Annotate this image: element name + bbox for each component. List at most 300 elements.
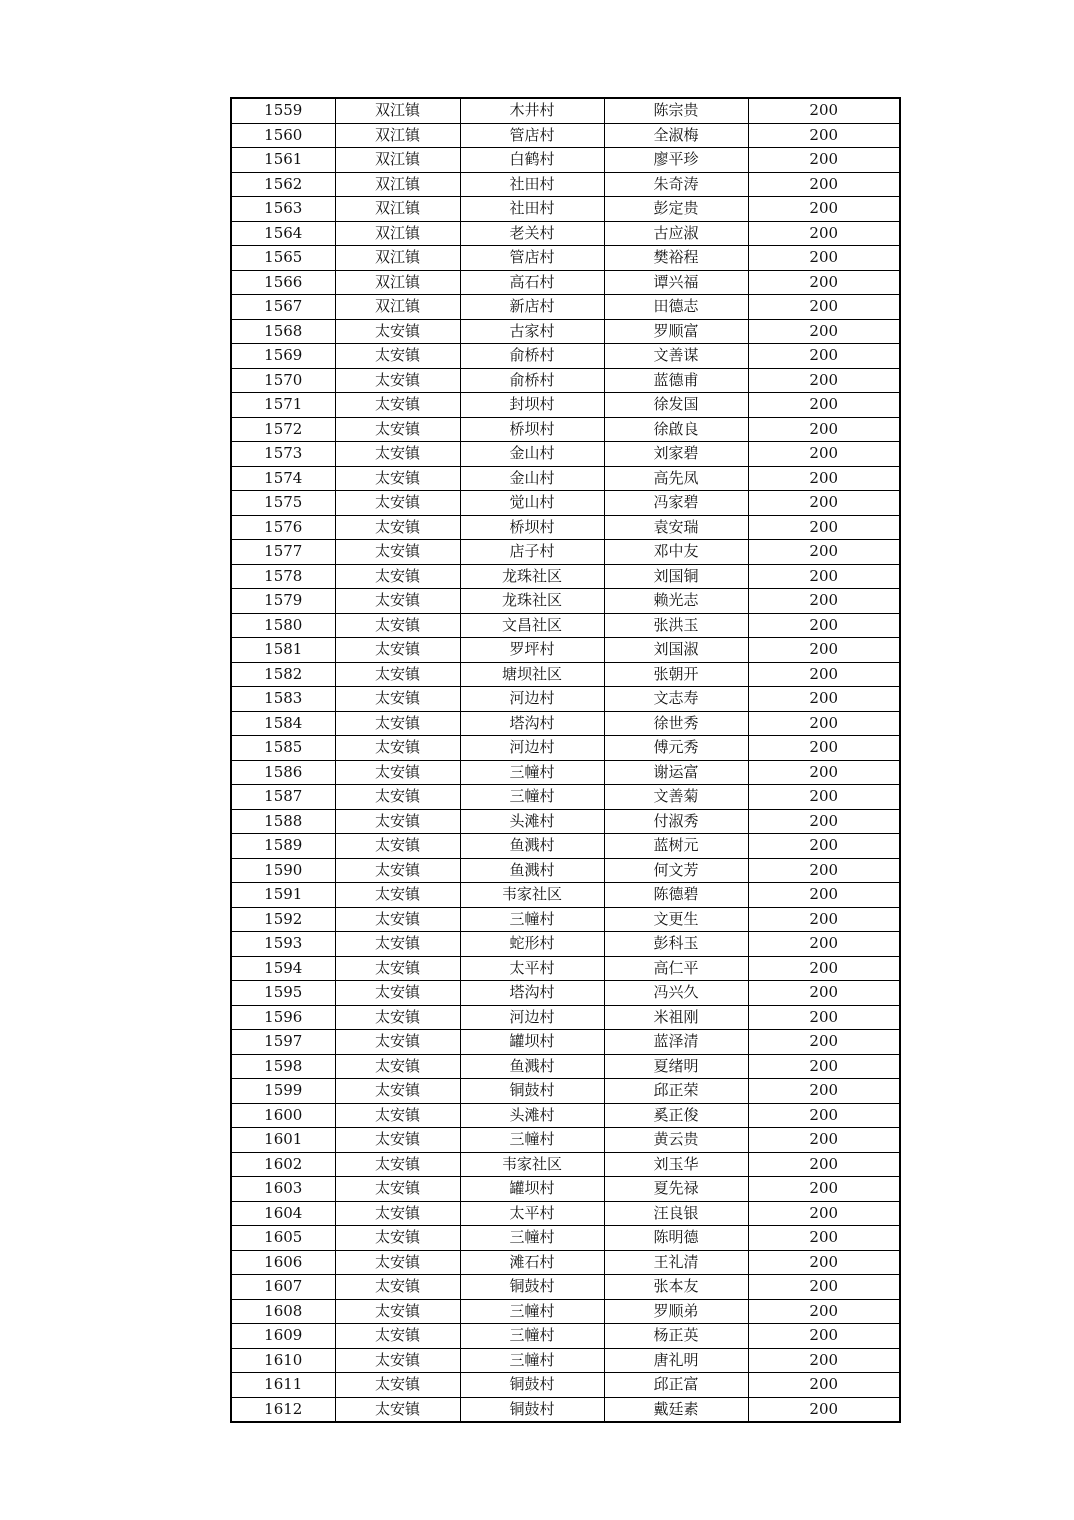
- amount-cell: 200: [748, 270, 900, 295]
- town-cell: 太安镇: [335, 932, 460, 957]
- row-number-cell: 1611: [231, 1373, 335, 1398]
- amount-cell: 200: [748, 907, 900, 932]
- village-cell: 封坝村: [460, 393, 604, 418]
- row-number-cell: 1566: [231, 270, 335, 295]
- amount-cell: 200: [748, 1275, 900, 1300]
- village-cell: 铜鼓村: [460, 1275, 604, 1300]
- amount-cell: 200: [748, 1324, 900, 1349]
- village-cell: 塔沟村: [460, 981, 604, 1006]
- village-cell: 桥坝村: [460, 417, 604, 442]
- row-number-cell: 1562: [231, 172, 335, 197]
- table-row: [231, 1079, 900, 1104]
- village-cell: 头滩村: [460, 809, 604, 834]
- town-cell: 太安镇: [335, 1373, 460, 1398]
- row-number-cell: 1580: [231, 613, 335, 638]
- town-cell: 太安镇: [335, 736, 460, 761]
- row-number-cell: 1586: [231, 760, 335, 785]
- table-row: [231, 246, 900, 271]
- person-name-cell: 刘玉华: [604, 1152, 748, 1177]
- person-name-cell: 汪良银: [604, 1201, 748, 1226]
- village-cell: 社田村: [460, 197, 604, 222]
- row-number-cell: 1609: [231, 1324, 335, 1349]
- village-cell: 店子村: [460, 540, 604, 565]
- table-row: [231, 1299, 900, 1324]
- table-row: [231, 589, 900, 614]
- town-cell: 双江镇: [335, 172, 460, 197]
- person-name-cell: 田德志: [604, 295, 748, 320]
- row-number-cell: 1604: [231, 1201, 335, 1226]
- village-cell: 管店村: [460, 246, 604, 271]
- person-name-cell: 傅元秀: [604, 736, 748, 761]
- row-number-cell: 1569: [231, 344, 335, 369]
- row-number-cell: 1583: [231, 687, 335, 712]
- row-number-cell: 1579: [231, 589, 335, 614]
- row-number-cell: 1605: [231, 1226, 335, 1251]
- amount-cell: 200: [748, 98, 900, 123]
- village-cell: 头滩村: [460, 1103, 604, 1128]
- person-name-cell: 刘国铜: [604, 564, 748, 589]
- amount-cell: 200: [748, 172, 900, 197]
- person-name-cell: 徐世秀: [604, 711, 748, 736]
- town-cell: 太安镇: [335, 1128, 460, 1153]
- amount-cell: 200: [748, 368, 900, 393]
- village-cell: 龙珠社区: [460, 589, 604, 614]
- amount-cell: 200: [748, 981, 900, 1006]
- town-cell: 双江镇: [335, 148, 460, 173]
- table-row: [231, 1250, 900, 1275]
- row-number-cell: 1601: [231, 1128, 335, 1153]
- village-cell: 铜鼓村: [460, 1079, 604, 1104]
- town-cell: 太安镇: [335, 1250, 460, 1275]
- table-row: [231, 1177, 900, 1202]
- town-cell: 太安镇: [335, 711, 460, 736]
- town-cell: 太安镇: [335, 858, 460, 883]
- village-cell: 三幢村: [460, 760, 604, 785]
- amount-cell: 200: [748, 393, 900, 418]
- amount-cell: 200: [748, 1152, 900, 1177]
- village-cell: 俞桥村: [460, 344, 604, 369]
- table-row: [231, 883, 900, 908]
- amount-cell: 200: [748, 295, 900, 320]
- row-number-cell: 1590: [231, 858, 335, 883]
- person-name-cell: 全淑梅: [604, 123, 748, 148]
- amount-cell: 200: [748, 662, 900, 687]
- amount-cell: 200: [748, 785, 900, 810]
- person-name-cell: 文善菊: [604, 785, 748, 810]
- village-cell: 河边村: [460, 1005, 604, 1030]
- row-number-cell: 1606: [231, 1250, 335, 1275]
- person-name-cell: 黄云贵: [604, 1128, 748, 1153]
- village-cell: 河边村: [460, 687, 604, 712]
- table-row: [231, 491, 900, 516]
- person-name-cell: 古应淑: [604, 221, 748, 246]
- table-row: [231, 515, 900, 540]
- row-number-cell: 1585: [231, 736, 335, 761]
- amount-cell: 200: [748, 1397, 900, 1422]
- town-cell: 双江镇: [335, 123, 460, 148]
- amount-cell: 200: [748, 123, 900, 148]
- village-cell: 金山村: [460, 466, 604, 491]
- town-cell: 太安镇: [335, 1152, 460, 1177]
- row-number-cell: 1610: [231, 1348, 335, 1373]
- table-row: [231, 736, 900, 761]
- amount-cell: 200: [748, 1348, 900, 1373]
- person-name-cell: 何文芳: [604, 858, 748, 883]
- row-number-cell: 1575: [231, 491, 335, 516]
- table-row: [231, 1152, 900, 1177]
- table-row: [231, 270, 900, 295]
- row-number-cell: 1567: [231, 295, 335, 320]
- table-row: [231, 687, 900, 712]
- town-cell: 太安镇: [335, 1030, 460, 1055]
- person-name-cell: 张朝开: [604, 662, 748, 687]
- village-cell: 太平村: [460, 1201, 604, 1226]
- town-cell: 太安镇: [335, 417, 460, 442]
- village-cell: 古家村: [460, 319, 604, 344]
- row-number-cell: 1612: [231, 1397, 335, 1422]
- person-name-cell: 付淑秀: [604, 809, 748, 834]
- table-row: [231, 981, 900, 1006]
- town-cell: 太安镇: [335, 1299, 460, 1324]
- amount-cell: 200: [748, 1177, 900, 1202]
- person-name-cell: 唐礼明: [604, 1348, 748, 1373]
- town-cell: 双江镇: [335, 295, 460, 320]
- person-name-cell: 廖平珍: [604, 148, 748, 173]
- row-number-cell: 1576: [231, 515, 335, 540]
- town-cell: 双江镇: [335, 197, 460, 222]
- person-name-cell: 杨正英: [604, 1324, 748, 1349]
- person-name-cell: 米祖刚: [604, 1005, 748, 1030]
- person-name-cell: 罗顺弟: [604, 1299, 748, 1324]
- town-cell: 太安镇: [335, 368, 460, 393]
- town-cell: 太安镇: [335, 956, 460, 981]
- village-cell: 社田村: [460, 172, 604, 197]
- amount-cell: 200: [748, 883, 900, 908]
- row-number-cell: 1589: [231, 834, 335, 859]
- person-name-cell: 邓中友: [604, 540, 748, 565]
- town-cell: 太安镇: [335, 809, 460, 834]
- town-cell: 太安镇: [335, 1177, 460, 1202]
- person-name-cell: 蓝树元: [604, 834, 748, 859]
- amount-cell: 200: [748, 515, 900, 540]
- town-cell: 太安镇: [335, 1201, 460, 1226]
- town-cell: 太安镇: [335, 1079, 460, 1104]
- town-cell: 太安镇: [335, 1397, 460, 1422]
- village-cell: 河边村: [460, 736, 604, 761]
- person-name-cell: 戴廷素: [604, 1397, 748, 1422]
- table-row: [231, 1226, 900, 1251]
- person-name-cell: 谢运富: [604, 760, 748, 785]
- row-number-cell: 1584: [231, 711, 335, 736]
- village-cell: 文昌社区: [460, 613, 604, 638]
- table-row: [231, 858, 900, 883]
- person-name-cell: 蓝泽清: [604, 1030, 748, 1055]
- village-cell: 三幢村: [460, 907, 604, 932]
- amount-cell: 200: [748, 1079, 900, 1104]
- village-cell: 罐坝村: [460, 1177, 604, 1202]
- table-row: [231, 1103, 900, 1128]
- amount-cell: 200: [748, 1005, 900, 1030]
- amount-cell: 200: [748, 344, 900, 369]
- table-row: [231, 368, 900, 393]
- person-name-cell: 邱正富: [604, 1373, 748, 1398]
- town-cell: 太安镇: [335, 393, 460, 418]
- amount-cell: 200: [748, 1054, 900, 1079]
- table-row: [231, 98, 900, 123]
- amount-cell: 200: [748, 589, 900, 614]
- table-row: [231, 1030, 900, 1055]
- person-name-cell: 彭定贵: [604, 197, 748, 222]
- table-row: [231, 1397, 900, 1422]
- person-name-cell: 袁安瑞: [604, 515, 748, 540]
- table-row: [231, 221, 900, 246]
- row-number-cell: 1596: [231, 1005, 335, 1030]
- row-number-cell: 1571: [231, 393, 335, 418]
- person-name-cell: 夏绪明: [604, 1054, 748, 1079]
- village-cell: 龙珠社区: [460, 564, 604, 589]
- village-cell: 木井村: [460, 98, 604, 123]
- table-row: [231, 956, 900, 981]
- table-row: [231, 148, 900, 173]
- town-cell: 双江镇: [335, 270, 460, 295]
- table-row: [231, 711, 900, 736]
- village-cell: 三幢村: [460, 1324, 604, 1349]
- amount-cell: 200: [748, 564, 900, 589]
- town-cell: 双江镇: [335, 221, 460, 246]
- table-row: [231, 1201, 900, 1226]
- table-row: [231, 344, 900, 369]
- amount-cell: 200: [748, 613, 900, 638]
- table-row: [231, 1128, 900, 1153]
- town-cell: 太安镇: [335, 491, 460, 516]
- amount-cell: 200: [748, 1030, 900, 1055]
- row-number-cell: 1574: [231, 466, 335, 491]
- town-cell: 太安镇: [335, 466, 460, 491]
- person-name-cell: 邱正荣: [604, 1079, 748, 1104]
- town-cell: 双江镇: [335, 246, 460, 271]
- amount-cell: 200: [748, 417, 900, 442]
- town-cell: 双江镇: [335, 98, 460, 123]
- table-row: [231, 1005, 900, 1030]
- table-row: [231, 760, 900, 785]
- table-row: [231, 466, 900, 491]
- town-cell: 太安镇: [335, 687, 460, 712]
- amount-cell: 200: [748, 491, 900, 516]
- person-name-cell: 赖光志: [604, 589, 748, 614]
- row-number-cell: 1572: [231, 417, 335, 442]
- village-cell: 老关村: [460, 221, 604, 246]
- town-cell: 太安镇: [335, 564, 460, 589]
- person-name-cell: 高先凤: [604, 466, 748, 491]
- village-cell: 塘坝社区: [460, 662, 604, 687]
- village-cell: 韦家社区: [460, 883, 604, 908]
- village-cell: 三幢村: [460, 1348, 604, 1373]
- amount-cell: 200: [748, 858, 900, 883]
- table-row: [231, 197, 900, 222]
- amount-cell: 200: [748, 246, 900, 271]
- table-row: [231, 809, 900, 834]
- amount-cell: 200: [748, 1128, 900, 1153]
- table-row: [231, 564, 900, 589]
- town-cell: 太安镇: [335, 344, 460, 369]
- village-cell: 桥坝村: [460, 515, 604, 540]
- row-number-cell: 1607: [231, 1275, 335, 1300]
- town-cell: 太安镇: [335, 1103, 460, 1128]
- row-number-cell: 1598: [231, 1054, 335, 1079]
- amount-cell: 200: [748, 736, 900, 761]
- village-cell: 新店村: [460, 295, 604, 320]
- town-cell: 太安镇: [335, 638, 460, 663]
- town-cell: 太安镇: [335, 1348, 460, 1373]
- amount-cell: 200: [748, 711, 900, 736]
- town-cell: 太安镇: [335, 613, 460, 638]
- row-number-cell: 1564: [231, 221, 335, 246]
- town-cell: 太安镇: [335, 540, 460, 565]
- table-row: [231, 834, 900, 859]
- amount-cell: 200: [748, 834, 900, 859]
- village-cell: 白鹤村: [460, 148, 604, 173]
- person-name-cell: 文志寿: [604, 687, 748, 712]
- village-cell: 俞桥村: [460, 368, 604, 393]
- amount-cell: 200: [748, 319, 900, 344]
- village-cell: 罐坝村: [460, 1030, 604, 1055]
- row-number-cell: 1594: [231, 956, 335, 981]
- table-row: [231, 1275, 900, 1300]
- person-name-cell: 谭兴福: [604, 270, 748, 295]
- table-row: [231, 638, 900, 663]
- village-cell: 管店村: [460, 123, 604, 148]
- town-cell: 太安镇: [335, 1226, 460, 1251]
- table-row: [231, 295, 900, 320]
- row-number-cell: 1578: [231, 564, 335, 589]
- table-row: [231, 662, 900, 687]
- person-name-cell: 朱奇涛: [604, 172, 748, 197]
- village-cell: 罗坪村: [460, 638, 604, 663]
- town-cell: 太安镇: [335, 1005, 460, 1030]
- table-row: [231, 1373, 900, 1398]
- amount-cell: 200: [748, 1201, 900, 1226]
- town-cell: 太安镇: [335, 907, 460, 932]
- row-number-cell: 1592: [231, 907, 335, 932]
- row-number-cell: 1573: [231, 442, 335, 467]
- row-number-cell: 1561: [231, 148, 335, 173]
- village-cell: 滩石村: [460, 1250, 604, 1275]
- village-cell: 高石村: [460, 270, 604, 295]
- town-cell: 太安镇: [335, 319, 460, 344]
- amount-cell: 200: [748, 1373, 900, 1398]
- person-name-cell: 张本友: [604, 1275, 748, 1300]
- row-number-cell: 1602: [231, 1152, 335, 1177]
- person-name-cell: 蓝德甫: [604, 368, 748, 393]
- person-name-cell: 张洪玉: [604, 613, 748, 638]
- village-cell: 三幢村: [460, 785, 604, 810]
- amount-cell: 200: [748, 197, 900, 222]
- person-name-cell: 夏先禄: [604, 1177, 748, 1202]
- person-name-cell: 徐啟良: [604, 417, 748, 442]
- amount-cell: 200: [748, 1226, 900, 1251]
- amount-cell: 200: [748, 687, 900, 712]
- village-cell: 鱼溅村: [460, 834, 604, 859]
- data-table: [230, 97, 901, 1423]
- amount-cell: 200: [748, 932, 900, 957]
- row-number-cell: 1603: [231, 1177, 335, 1202]
- table-row: [231, 613, 900, 638]
- town-cell: 太安镇: [335, 883, 460, 908]
- table-row: [231, 123, 900, 148]
- person-name-cell: 徐发国: [604, 393, 748, 418]
- amount-cell: 200: [748, 1103, 900, 1128]
- town-cell: 太安镇: [335, 1054, 460, 1079]
- town-cell: 太安镇: [335, 1324, 460, 1349]
- table-row: [231, 907, 900, 932]
- village-cell: 鱼溅村: [460, 1054, 604, 1079]
- table-row: [231, 785, 900, 810]
- village-cell: 铜鼓村: [460, 1397, 604, 1422]
- person-name-cell: 刘国淑: [604, 638, 748, 663]
- village-cell: 三幢村: [460, 1226, 604, 1251]
- row-number-cell: 1582: [231, 662, 335, 687]
- row-number-cell: 1563: [231, 197, 335, 222]
- amount-cell: 200: [748, 540, 900, 565]
- town-cell: 太安镇: [335, 515, 460, 540]
- amount-cell: 200: [748, 466, 900, 491]
- row-number-cell: 1608: [231, 1299, 335, 1324]
- amount-cell: 200: [748, 1250, 900, 1275]
- town-cell: 太安镇: [335, 834, 460, 859]
- row-number-cell: 1593: [231, 932, 335, 957]
- table-row: [231, 1324, 900, 1349]
- person-name-cell: 樊裕程: [604, 246, 748, 271]
- person-name-cell: 冯家碧: [604, 491, 748, 516]
- village-cell: 蛇形村: [460, 932, 604, 957]
- town-cell: 太安镇: [335, 785, 460, 810]
- row-number-cell: 1599: [231, 1079, 335, 1104]
- table-row: [231, 932, 900, 957]
- amount-cell: 200: [748, 221, 900, 246]
- person-name-cell: 陈明德: [604, 1226, 748, 1251]
- person-name-cell: 奚正俊: [604, 1103, 748, 1128]
- row-number-cell: 1588: [231, 809, 335, 834]
- person-name-cell: 刘家碧: [604, 442, 748, 467]
- village-cell: 塔沟村: [460, 711, 604, 736]
- table-row: [231, 1348, 900, 1373]
- table-row: [231, 540, 900, 565]
- person-name-cell: 冯兴久: [604, 981, 748, 1006]
- amount-cell: 200: [748, 809, 900, 834]
- person-name-cell: 文善谋: [604, 344, 748, 369]
- row-number-cell: 1581: [231, 638, 335, 663]
- amount-cell: 200: [748, 956, 900, 981]
- row-number-cell: 1559: [231, 98, 335, 123]
- person-name-cell: 陈宗贵: [604, 98, 748, 123]
- village-cell: 金山村: [460, 442, 604, 467]
- row-number-cell: 1595: [231, 981, 335, 1006]
- person-name-cell: 彭科玉: [604, 932, 748, 957]
- row-number-cell: 1577: [231, 540, 335, 565]
- row-number-cell: 1587: [231, 785, 335, 810]
- person-name-cell: 高仁平: [604, 956, 748, 981]
- village-cell: 铜鼓村: [460, 1373, 604, 1398]
- town-cell: 太安镇: [335, 1275, 460, 1300]
- row-number-cell: 1565: [231, 246, 335, 271]
- table-row: [231, 442, 900, 467]
- village-cell: 觉山村: [460, 491, 604, 516]
- village-cell: 鱼溅村: [460, 858, 604, 883]
- town-cell: 太安镇: [335, 662, 460, 687]
- amount-cell: 200: [748, 1299, 900, 1324]
- row-number-cell: 1568: [231, 319, 335, 344]
- amount-cell: 200: [748, 638, 900, 663]
